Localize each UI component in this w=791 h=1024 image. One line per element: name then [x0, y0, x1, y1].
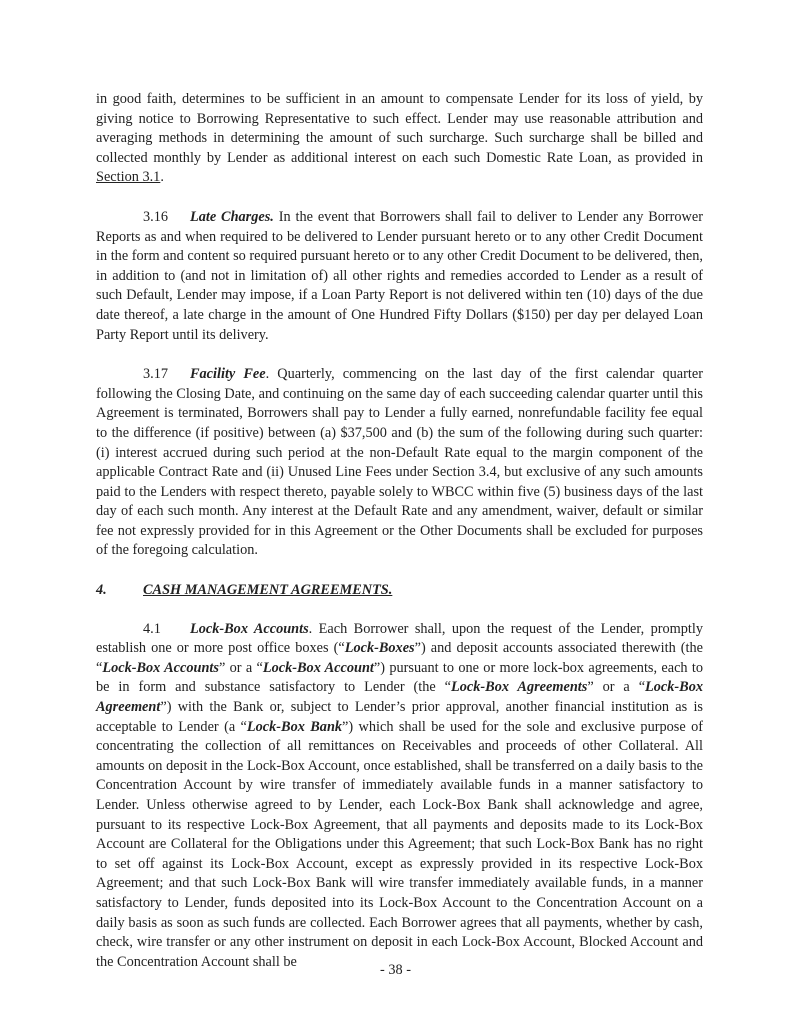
section-body: In the event that Borrowers shall fail to deliver to Lender any Borrower Reports as and when required to be delivered to Lender pursuant hereto or to any other Credit Document in the form and content so required pursuant hereto or to any other Credit Document to be delivered, then, in addition to (and not in limitation of) all other rights and remedies accorded to Lender as a result of such Default, Lender may impose, if a Loan Party Report is not delivered within ten (10) days of the due date thereof, a late charge in the amount of One Hundred Fifty Dollars ($150) per day per delayed Loan Party Report until its delivery. — [96, 208, 703, 343]
section-body: ” or a “ — [587, 679, 646, 696]
section-body: . Each Borrower shall, upon the request of the Lender, promptly establish one or more post office boxes (“ — [96, 620, 703, 657]
section-title: Lock-Box Accounts — [190, 620, 309, 637]
section-body: ” or a “ — [218, 659, 263, 676]
section-number: 3.17 — [143, 366, 169, 383]
defined-term: Lock-Box Accounts — [102, 659, 219, 676]
document-page — [96, 90, 703, 992]
page-number: - 38 - — [380, 962, 411, 978]
paragraph-text: . — [160, 169, 164, 186]
defined-term: Lock-Box Account — [262, 659, 374, 676]
article-4-heading — [96, 581, 703, 601]
continuation-paragraph — [96, 90, 703, 188]
section-3-1-reference: Section 3.1 — [96, 169, 161, 186]
section-title: Facility Fee — [190, 366, 266, 383]
paragraph-text: in good faith, determines to be sufficient in an amount to compensate Lender for its loss of yield, by giving notice to Borrowing Representative to such effect. Lender may use reasonable attribution and averaging methods in determining the amount of such surcharge. Such surcharge shall be billed and collected monthly by Lender as additional interest on each such Domestic Rate Loan, as provided in — [96, 91, 703, 166]
section-body: . Quarterly, commencing on the last day of the first calendar quarter following the Closing Date, and continuing on the same day of each succeeding calendar quarter until this Agreement is terminated, Borrowers shall pay to Lender a fully earned, nonrefundable facility fee equal to the difference (if positive) between (a) $37,500 and (b) the sum of the following during such quarter: (i) interest accrued during such period at the non-Default Rate equal to the margin component of the applicable Contract Rate and (ii) Unused Line Fees under Section 3.4, but exclusive of any such amounts paid to the Lenders with respect thereto, payable solely to WBCC within five (5) business days of the last day of each such month. Any interest at the Default Rate and any amendment, waiver, default or similar fee not expressly provided for in this Agreement or the Other Documents shall be excluded for purposes of the foregoing calculation. — [96, 366, 703, 559]
section-3-16-paragraph — [96, 208, 703, 345]
section-body: ”) and deposit accounts associated therewith (the “ — [96, 640, 703, 676]
defined-term: Lock-Box Agreements — [451, 679, 588, 696]
section-body: ”) which shall be used for the sole and exclusive purpose of concentrating the collection of all remittances on Receivables and proceeds of other Collateral. All amounts on deposit in the Lock-Box Account, once established, shall be transferred on a daily basis to the Concentration Account by wire transfer of immediately available funds in a manner satisfactory to Lender. Unless otherwise agreed to by Lender, each Lock-Box Bank shall acknowledge and agree, pursuant to its respective Lock-Box Agreement, that all payments and deposits made to its Lock-Box Account are Collateral for the Obligations under this Agreement; that such Lock-Box Bank has no right to set off against its Lock-Box Account, except as expressly provided in its respective Lock-Box Agreement; and that such Lock-Box Bank will wire transfer immediately available funds, in a manner satisfactory to Lender, funds deposited into its Lock-Box Account to the Concentration Account on a daily basis as soon as such funds are collected. Each Borrower agrees that all payments, whether by cash, check, wire transfer or any other instrument on deposit in each Lock-Box Account, Blocked Account and the Concentration Account shall be — [96, 718, 703, 970]
heading-number: 4. — [96, 582, 107, 599]
defined-term: Lock-Boxes — [344, 640, 415, 657]
defined-term: Lock-Box Agreement — [96, 679, 704, 716]
section-title: Late Charges. — [190, 208, 274, 225]
defined-term: Lock-Box Bank — [246, 718, 343, 735]
section-4-1-paragraph — [96, 620, 703, 973]
section-3-17-paragraph — [96, 365, 703, 561]
section-number: 3.16 — [143, 208, 169, 225]
heading-title: CASH MANAGEMENT AGREEMENTS. — [143, 582, 393, 599]
section-number: 4.1 — [143, 620, 161, 637]
section-body: ”) with the Bank or, subject to Lender’s prior approval, another financial institution as is acceptable to Lender (a “ — [96, 699, 703, 735]
section-body: ”) pursuant to one or more lock-box agreements, each to be in form and substance satisfactory to Lender (the “ — [96, 659, 704, 696]
